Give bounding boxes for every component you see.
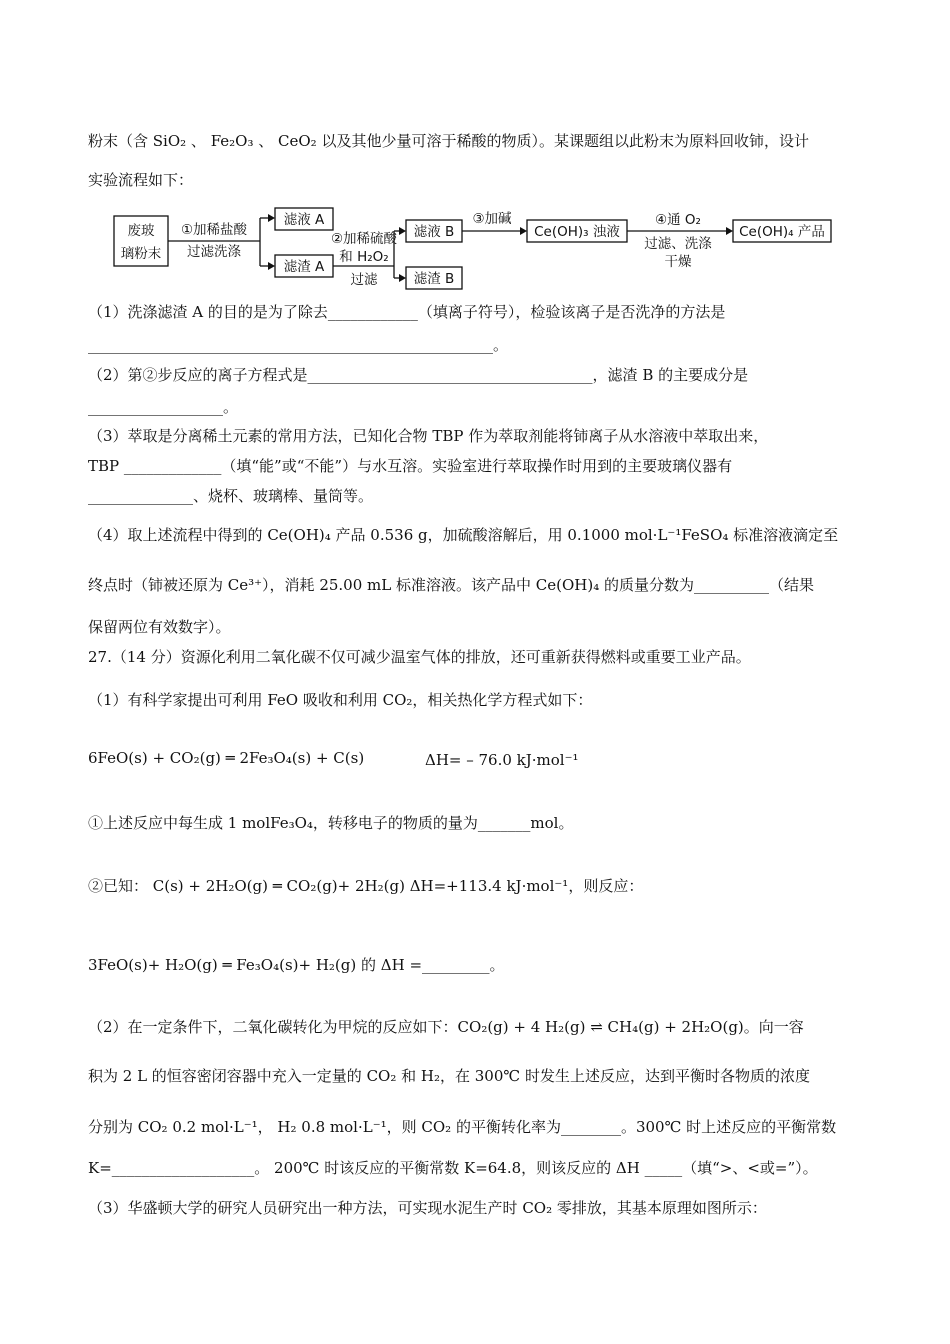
flow-start-line1: 废玻 [127, 223, 155, 239]
flow-residue-a: 滤渣 A [283, 259, 325, 275]
flow-step3: ③加碱 [472, 211, 512, 227]
experiment-flowchart [112, 206, 852, 296]
flow-step2-line3: 过滤 [350, 272, 378, 288]
flow-step2-line1: ②加稀硫酸 [330, 231, 398, 247]
paragraph-line: （2）第②步反应的离子方程式是______________________________________，滤渣 B 的主要成分是 [88, 366, 749, 384]
paragraph-line: （4）取上述流程中得到的 Ce(OH)₄ 产品 0.536 g，加硫酸溶解后，用 0.1000 mol·L⁻¹FeSO₄ 标准溶液滴定至 [88, 526, 839, 544]
flow-step1-line1: ①加稀盐酸 [180, 222, 248, 238]
flow-product: Ce(OH)₄ 产品 [739, 224, 825, 240]
paragraph-line: K=___________________。 200℃ 时该反应的平衡常数 K=64.8，则该反应的 ΔH _____（填“>、<或=”）。 [88, 1159, 818, 1177]
paragraph-line: （1）有科学家提出可利用 FeO 吸收和利用 CO₂，相关热化学方程式如下： [88, 691, 593, 709]
flow-filtrate-b: 滤液 B [413, 224, 455, 240]
paragraph-line: （3）华盛顿大学的研究人员研究出一种方法，可实现水泥生产时 CO₂ 零排放，其基本原理如图所示： [88, 1199, 767, 1217]
paragraph-line: （3）萃取是分离稀土元素的常用方法，已知化合物 TBP 作为萃取剂能将铈离子从水溶液中萃取出来， [88, 427, 769, 445]
paragraph-line: ②已知： C(s) + 2H₂O(g) ═ CO₂(g)+ 2H₂(g) ΔH=+113.4 kJ·mol⁻¹，则反应： [88, 877, 644, 895]
flow-step4-line3: 干燥 [664, 254, 692, 270]
paragraph-line: ______________________________________________________。 [88, 336, 509, 354]
paragraph-line: （1）洗涤滤渣 A 的目的是为了除去____________（填离子符号），检验该离子是否洗净的方法是 [88, 303, 726, 321]
paragraph-line: （2）在一定条件下，二氧化碳转化为甲烷的反应如下：CO₂(g) + 4 H₂(g) ⇌ CH₄(g) + 2H₂O(g)。向一容 [88, 1018, 804, 1036]
equation-delta-h: ΔH= – 76.0 kJ·mol⁻¹ [425, 751, 579, 769]
flow-suspension: Ce(OH)₃ 浊液 [534, 224, 620, 240]
question-27-heading: 27.（14 分）资源化利用二氧化碳不仅可减少温室气体的排放，还可重新获得燃料或重要工业产品。 [88, 648, 751, 666]
paragraph-line: ①上述反应中每生成 1 molFe₃O₄，转移电子的物质的量为_______mol。 [88, 814, 574, 832]
paragraph-line: 分别为 CO₂ 0.2 mol·L⁻¹， H₂ 0.8 mol·L⁻¹，则 CO₂ 的平衡转化率为________。300℃ 时上述反应的平衡常数 [88, 1118, 837, 1136]
paragraph-line: 积为 2 L 的恒容密闭容器中充入一定量的 CO₂ 和 H₂，在 300℃ 时发生上述反应，达到平衡时各物质的浓度 [88, 1067, 810, 1085]
flow-filtrate-a: 滤液 A [283, 212, 325, 228]
flow-step1-line2: 过滤洗涤 [187, 244, 241, 260]
flow-step4-line1: ④通 O₂ [655, 212, 701, 228]
flow-step2-line2: 和 H₂O₂ [339, 249, 389, 265]
paragraph-line: 实验流程如下： [88, 171, 194, 189]
paragraph-line: 粉末（含 SiO₂ 、 Fe₂O₃ 、 CeO₂ 以及其他少量可溶于稀酸的物质）。某课题组以此粉末为原料回收铈，设计 [88, 132, 809, 150]
flow-start-line2: 璃粉末 [120, 246, 162, 262]
equation-line: 3FeO(s)+ H₂O(g) ═ Fe₃O₄(s)+ H₂(g) 的 ΔH =_________。 [88, 956, 505, 974]
paragraph-line: ______________、烧杯、玻璃棒、量筒等。 [88, 487, 374, 505]
flow-step4-line2: 过滤、洗涤 [644, 236, 712, 252]
paragraph-line: TBP _____________（填“能”或“不能”）与水互溶。实验室进行萃取操作时用到的主要玻璃仪器有 [88, 457, 733, 475]
paragraph-line: __________________。 [88, 398, 239, 416]
paragraph-line: 保留两位有效数字）。 [88, 618, 231, 636]
flow-residue-b: 滤渣 B [413, 271, 455, 287]
equation-line: 6FeO(s) + CO₂(g) ═ 2Fe₃O₄(s) + C(s) [88, 749, 365, 767]
paragraph-line: 终点时（铈被还原为 Ce³⁺），消耗 25.00 mL 标准溶液。该产品中 Ce(OH)₄ 的质量分数为__________（结果 [88, 576, 814, 594]
